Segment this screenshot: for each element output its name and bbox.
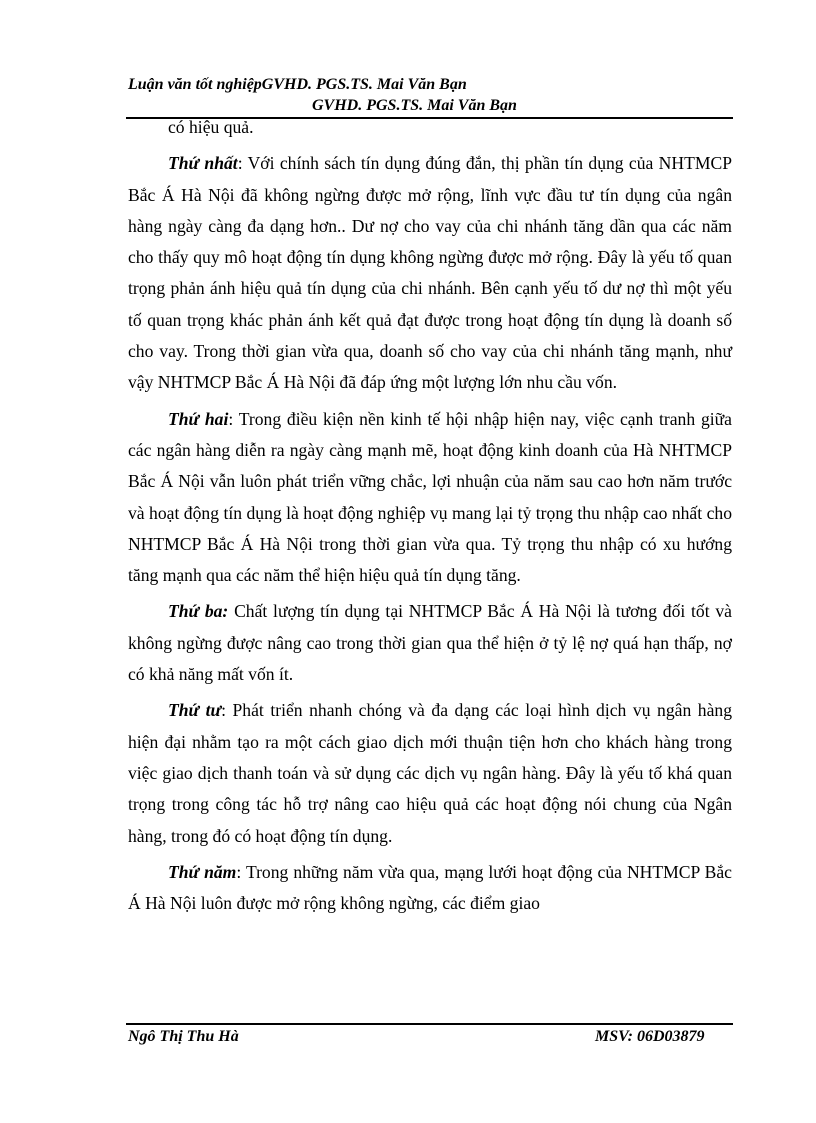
paragraph-text: : Trong những năm vừa qua, mạng lưới hoạt động của NHTMCP Bắc Á Hà Nội luôn được mở rộng không ngừng, các điểm giao — [128, 861, 732, 914]
paragraph-first — [128, 148, 732, 398]
paragraph-lead: Thứ nhất — [168, 153, 238, 174]
paragraph-lead: Thứ hai — [168, 408, 229, 429]
paragraph-second — [128, 404, 732, 592]
paragraph-lead: Thứ năm — [168, 861, 237, 882]
paragraph-third — [128, 596, 732, 690]
paragraph-lead: Thứ ba: — [168, 601, 229, 622]
footer-divider — [126, 1023, 733, 1025]
paragraph-fifth — [128, 857, 732, 920]
page-body — [128, 112, 732, 924]
paragraph-text: : Phát triển nhanh chóng và đa dạng các loại hình dịch vụ ngân hàng hiện đại nhằm tạo ra một cách giao dịch mới thuận tiện hơn cho khách hàng trong việc giao dịch thanh toán và sử dụng các dịch vụ ngân hàng. Đây là yếu tố khá quan trọng trong công tác hỗ trợ nâng cao hiệu quả các hoạt động nói chung của Ngân hàng, trong đó có hoạt động tín dụng. — [128, 700, 732, 846]
paragraph-lead: Thứ tư — [168, 700, 222, 721]
paragraph-continuation: có hiệu quả. — [168, 117, 254, 137]
footer-student-id: MSV: 06D03879 — [595, 1028, 705, 1045]
header-supervisor: GVHD. PGS.TS. Mai Văn Bạn — [312, 97, 517, 114]
paragraph-fourth — [128, 695, 732, 851]
paragraph-text: Chất lượng tín dụng tại NHTMCP Bắc Á Hà Nội là tương đối tốt và không ngừng được nâng cao trong thời gian qua thể hiện ở tỷ lệ nợ quá hạn thấp, nợ có khả năng mất vốn ít. — [128, 601, 732, 685]
header-title: Luận văn tốt nghiệpGVHD. PGS.TS. Mai Văn Bạn — [128, 76, 467, 93]
paragraph-text: : Với chính sách tín dụng đúng đắn, thị phần tín dụng của NHTMCP Bắc Á Hà Nội đã không ngừng được mở rộng, lĩnh vực đầu tư tín dụng của ngân hàng ngày càng đa dạng hơn.. Dư nợ cho vay của chi nhánh tăng dần qua các năm cho thấy quy mô hoạt động tín dụng không ngừng được mở rộng. Đây là yếu tố quan trọng phản ánh hiệu quả tín dụng của chi nhánh. Bên cạnh yếu tố dư nợ thì một yếu tố quan trọng khác phản ánh kết quả đạt được trong hoạt động tín dụng là doanh số cho vay. Trong thời gian vừa qua, doanh số cho vay của chi nhánh tăng mạnh, như vậy NHTMCP Bắc Á Hà Nội đã đáp ứng một lượng lớn nhu cầu vốn. — [128, 153, 733, 393]
paragraph-text: : Trong điều kiện nền kinh tế hội nhập hiện nay, việc cạnh tranh giữa các ngân hàng diễn ra ngày càng mạnh mẽ, hoạt động kinh doanh của Hà NHTMCP Bắc Á Nội vẫn luôn phát triển vững chắc, lợi nhuận của năm sau cao hơn năm trước và hoạt động tín dụng là hoạt động nghiệp vụ mang lại tỷ trọng thu nhập cao nhất cho NHTMCP Bắc Á Hà Nội trong thời gian vừa qua. Tỷ trọng thu nhập có xu hướng tăng mạnh qua các năm thể hiện hiệu quả tín dụng tăng. — [128, 408, 732, 586]
footer-author: Ngô Thị Thu Hà — [128, 1028, 239, 1045]
